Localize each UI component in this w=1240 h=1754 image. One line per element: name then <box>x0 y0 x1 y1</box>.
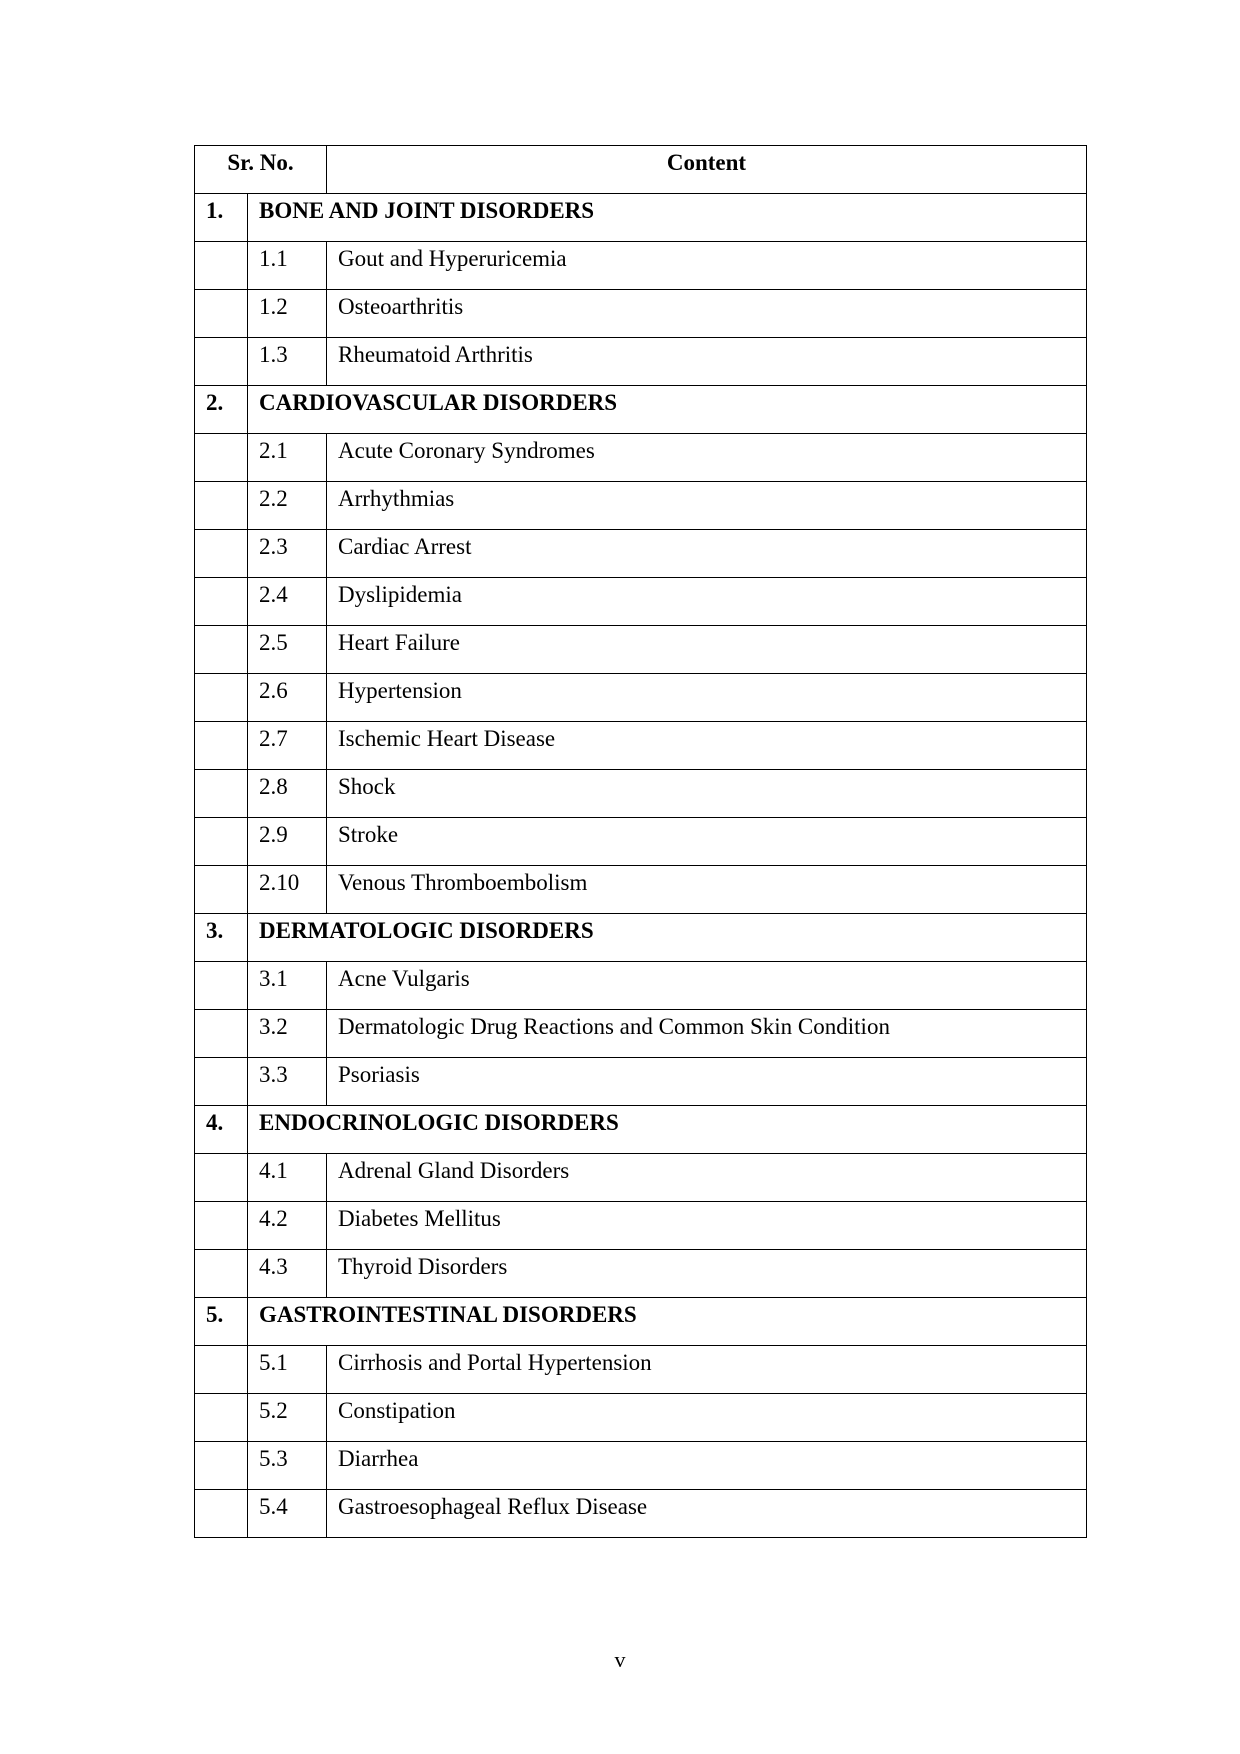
section-row <box>195 194 1087 242</box>
subsection-number: 2.8 <box>248 770 327 818</box>
subsection-row <box>195 1490 1087 1538</box>
subsection-number: 2.2 <box>248 482 327 530</box>
subsection-title: Osteoarthritis <box>327 290 1087 338</box>
subsection-number: 2.6 <box>248 674 327 722</box>
subsection-row <box>195 1058 1087 1106</box>
subsection-title: Stroke <box>327 818 1087 866</box>
subsection-title: Rheumatoid Arthritis <box>327 338 1087 386</box>
subsection-row <box>195 338 1087 386</box>
row-spacer-cell <box>195 770 248 818</box>
subsection-title: Cardiac Arrest <box>327 530 1087 578</box>
subsection-row <box>195 722 1087 770</box>
subsection-number: 2.10 <box>248 866 327 914</box>
subsection-title: Thyroid Disorders <box>327 1250 1087 1298</box>
subsection-row <box>195 242 1087 290</box>
section-title: ENDOCRINOLOGIC DISORDERS <box>248 1106 1087 1154</box>
subsection-number: 3.2 <box>248 1010 327 1058</box>
subsection-number: 3.1 <box>248 962 327 1010</box>
row-spacer-cell <box>195 530 248 578</box>
subsection-row <box>195 530 1087 578</box>
subsection-number: 2.1 <box>248 434 327 482</box>
subsection-row <box>195 818 1087 866</box>
subsection-number: 2.5 <box>248 626 327 674</box>
row-spacer-cell <box>195 1250 248 1298</box>
subsection-title: Psoriasis <box>327 1058 1087 1106</box>
subsection-row <box>195 1250 1087 1298</box>
subsection-number: 5.2 <box>248 1394 327 1442</box>
subsection-number: 2.3 <box>248 530 327 578</box>
subsection-title: Diarrhea <box>327 1442 1087 1490</box>
subsection-title: Constipation <box>327 1394 1087 1442</box>
subsection-number: 2.4 <box>248 578 327 626</box>
page-number: v <box>614 1647 626 1672</box>
subsection-title: Dermatologic Drug Reactions and Common Skin Condition <box>327 1010 1087 1058</box>
section-number: 5. <box>195 1298 248 1346</box>
subsection-number: 3.3 <box>248 1058 327 1106</box>
section-row <box>195 1106 1087 1154</box>
row-spacer-cell <box>195 1442 248 1490</box>
subsection-number: 5.4 <box>248 1490 327 1538</box>
subsection-title: Gout and Hyperuricemia <box>327 242 1087 290</box>
subsection-row <box>195 770 1087 818</box>
subsection-row <box>195 962 1087 1010</box>
row-spacer-cell <box>195 242 248 290</box>
subsection-row <box>195 1202 1087 1250</box>
subsection-row <box>195 866 1087 914</box>
row-spacer-cell <box>195 818 248 866</box>
subsection-title: Adrenal Gland Disorders <box>327 1154 1087 1202</box>
subsection-title: Venous Thromboembolism <box>327 866 1087 914</box>
row-spacer-cell <box>195 290 248 338</box>
contents-table <box>194 145 1087 1538</box>
subsection-row <box>195 1394 1087 1442</box>
subsection-number: 5.3 <box>248 1442 327 1490</box>
section-number: 4. <box>195 1106 248 1154</box>
header-content: Content <box>327 146 1087 194</box>
section-title: DERMATOLOGIC DISORDERS <box>248 914 1087 962</box>
subsection-title: Shock <box>327 770 1087 818</box>
section-number: 1. <box>195 194 248 242</box>
subsection-title: Acne Vulgaris <box>327 962 1087 1010</box>
subsection-title: Arrhythmias <box>327 482 1087 530</box>
subsection-number: 2.7 <box>248 722 327 770</box>
section-number: 3. <box>195 914 248 962</box>
row-spacer-cell <box>195 1490 248 1538</box>
row-spacer-cell <box>195 674 248 722</box>
row-spacer-cell <box>195 1010 248 1058</box>
row-spacer-cell <box>195 1346 248 1394</box>
section-row <box>195 1298 1087 1346</box>
row-spacer-cell <box>195 338 248 386</box>
subsection-title: Gastroesophageal Reflux Disease <box>327 1490 1087 1538</box>
row-spacer-cell <box>195 626 248 674</box>
row-spacer-cell <box>195 434 248 482</box>
subsection-row <box>195 1346 1087 1394</box>
row-spacer-cell <box>195 578 248 626</box>
row-spacer-cell <box>195 962 248 1010</box>
section-number: 2. <box>195 386 248 434</box>
subsection-title: Dyslipidemia <box>327 578 1087 626</box>
subsection-row <box>195 290 1087 338</box>
subsection-title: Ischemic Heart Disease <box>327 722 1087 770</box>
subsection-number: 1.2 <box>248 290 327 338</box>
subsection-title: Acute Coronary Syndromes <box>327 434 1087 482</box>
row-spacer-cell <box>195 1394 248 1442</box>
section-row <box>195 914 1087 962</box>
subsection-row <box>195 1154 1087 1202</box>
subsection-row <box>195 674 1087 722</box>
subsection-row <box>195 1442 1087 1490</box>
subsection-row <box>195 626 1087 674</box>
subsection-title: Hypertension <box>327 674 1087 722</box>
subsection-title: Cirrhosis and Portal Hypertension <box>327 1346 1087 1394</box>
section-title: CARDIOVASCULAR DISORDERS <box>248 386 1087 434</box>
subsection-title: Diabetes Mellitus <box>327 1202 1087 1250</box>
section-title: GASTROINTESTINAL DISORDERS <box>248 1298 1087 1346</box>
row-spacer-cell <box>195 1202 248 1250</box>
subsection-title: Heart Failure <box>327 626 1087 674</box>
subsection-row <box>195 578 1087 626</box>
header-sr-no: Sr. No. <box>195 146 327 194</box>
subsection-number: 4.2 <box>248 1202 327 1250</box>
subsection-number: 1.1 <box>248 242 327 290</box>
subsection-number: 4.1 <box>248 1154 327 1202</box>
subsection-row <box>195 1010 1087 1058</box>
section-row <box>195 386 1087 434</box>
row-spacer-cell <box>195 482 248 530</box>
subsection-row <box>195 482 1087 530</box>
table-header-row <box>195 146 1087 194</box>
section-title: BONE AND JOINT DISORDERS <box>248 194 1087 242</box>
subsection-number: 2.9 <box>248 818 327 866</box>
subsection-number: 4.3 <box>248 1250 327 1298</box>
subsection-number: 1.3 <box>248 338 327 386</box>
row-spacer-cell <box>195 866 248 914</box>
table-body <box>195 194 1087 1538</box>
subsection-row <box>195 434 1087 482</box>
row-spacer-cell <box>195 722 248 770</box>
row-spacer-cell <box>195 1058 248 1106</box>
subsection-number: 5.1 <box>248 1346 327 1394</box>
row-spacer-cell <box>195 1154 248 1202</box>
